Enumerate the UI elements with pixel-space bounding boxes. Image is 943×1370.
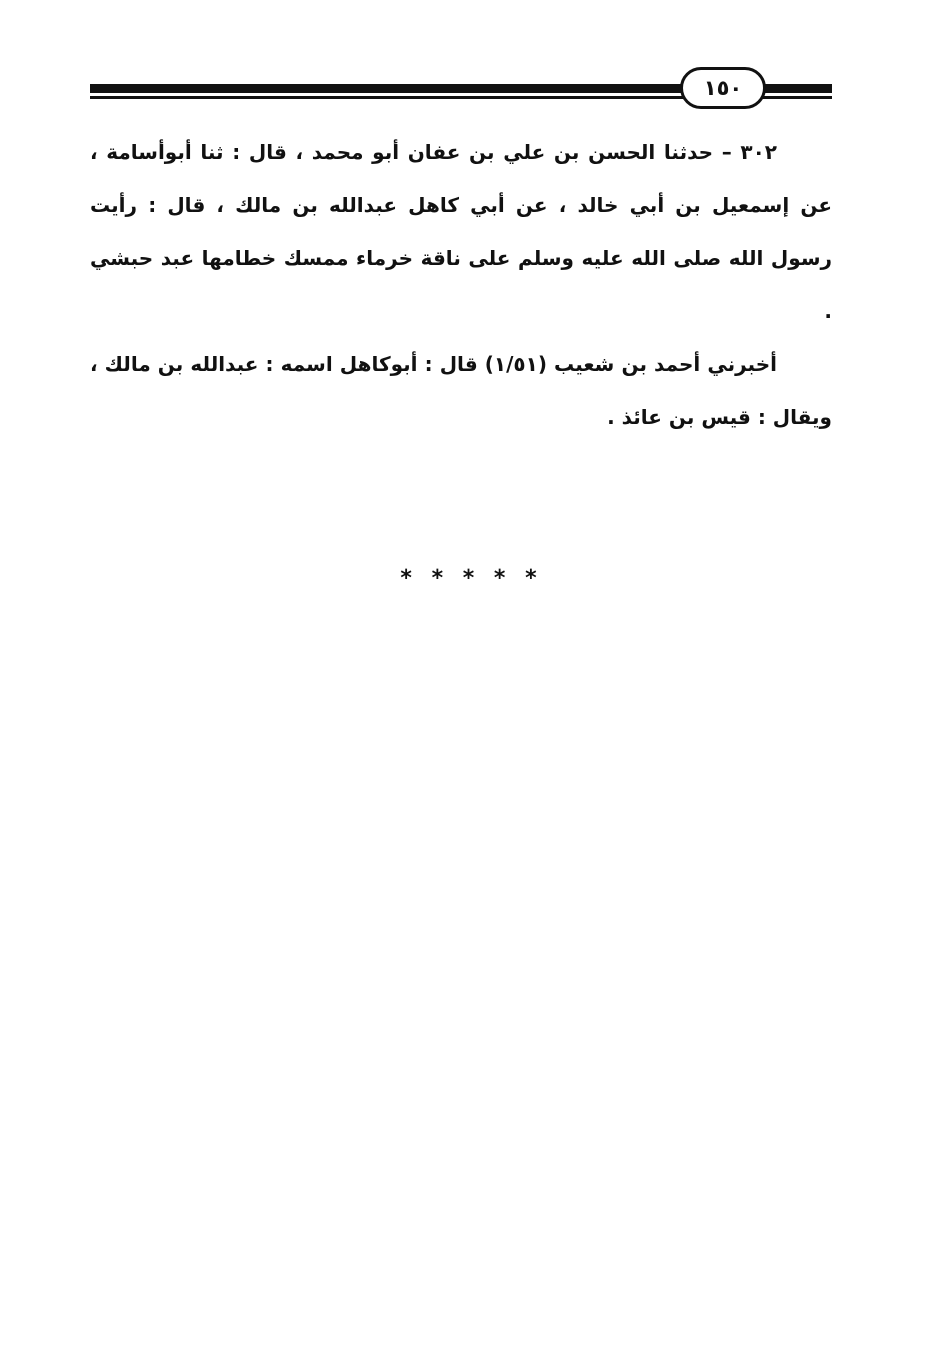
hadith-paragraph: ٣٠٢ – حدثنا الحسن بن علي بن عفان أبو محمد ، قال : ثنا أبوأسامة ، عن إسمعيل بن أبي خالد ، عن أبي كاهل عبدالله بن مالك ، قال : رأيت رسول الله صلى الله عليه وسلم على ناقة خرماء ممسك خطامها عبد حبشي . [90, 140, 832, 323]
commentary-paragraph: أخبرني أحمد بن شعيب (١/٥١) قال : أبوكاهل اسمه : عبدالله بن مالك ، ويقال : قيس بن عائذ . [90, 352, 832, 429]
page-number: ١٥٠ [680, 67, 766, 109]
page-header [90, 64, 832, 112]
page-body [90, 126, 832, 444]
section-separator: * * * * * [400, 566, 543, 591]
